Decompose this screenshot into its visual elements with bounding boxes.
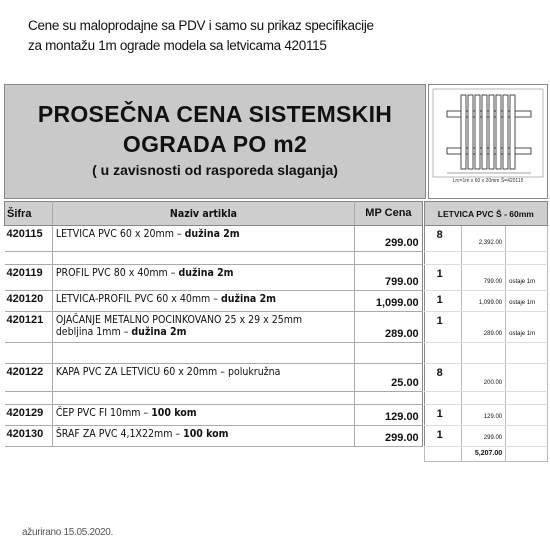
title-line-1: PROSEČNA CENA SISTEMSKIH — [37, 101, 393, 127]
item-subtotal: 799.00 — [462, 265, 506, 291]
table-row — [5, 364, 548, 392]
item-quantity: 1 — [424, 291, 462, 312]
item-subtotal — [462, 392, 506, 405]
item-quantity: 8 — [424, 226, 462, 252]
intro-note — [28, 16, 374, 56]
item-subtotal: 1,099.00 — [462, 291, 506, 312]
item-price: 25.00 — [355, 364, 423, 392]
item-name: PROFIL PVC 80 x 40mm – dužina 2m — [52, 265, 354, 291]
item-name: LETVICA PVC 60 x 20mm – dužina 2m — [52, 226, 354, 252]
header-code: Šifra — [5, 202, 53, 226]
table-row — [5, 226, 548, 252]
item-quantity — [424, 252, 462, 265]
item-code: 420130 — [5, 426, 53, 447]
header-side: LETVICA PVC Š - 60mm — [424, 202, 547, 226]
item-code: 420120 — [5, 291, 53, 312]
table-row — [5, 312, 548, 343]
item-code — [5, 392, 53, 405]
price-table — [4, 201, 548, 462]
item-name: ŠRAF ZA PVC 4,1X22mm – 100 kom — [52, 426, 354, 447]
item-quantity: 8 — [424, 364, 462, 392]
title-line-2: OGRADA PO m2 — [122, 131, 308, 157]
total-value: 5,207.00 — [462, 447, 506, 462]
intro-note-line-1: Cene su maloprodajne sa PDV i samo su prikaz specifikacije — [28, 18, 374, 33]
item-code: 420129 — [5, 405, 53, 426]
item-name: ČEP PVC FI 10mm – 100 kom — [52, 405, 354, 426]
item-subtotal: 129.00 — [462, 405, 506, 426]
item-remark: ostaje 1m — [506, 291, 548, 312]
diagram-caption: Lrc=1m x 60 x 20mm Š=420115 — [452, 178, 524, 184]
item-price — [355, 252, 423, 265]
item-code: 420122 — [5, 364, 53, 392]
item-remark — [506, 343, 548, 364]
item-remark — [506, 226, 548, 252]
header-name: Naziv artikla — [52, 202, 354, 226]
item-quantity: 1 — [424, 312, 462, 343]
item-remark: ostaje 1m — [506, 265, 548, 291]
item-price: 299.00 — [355, 226, 423, 252]
table-row — [5, 265, 548, 291]
item-remark — [506, 392, 548, 405]
item-subtotal — [462, 343, 506, 364]
item-quantity — [424, 343, 462, 364]
item-subtotal: 299.00 — [462, 426, 506, 447]
item-name: KAPA PVC ZA LETVICU 60 x 20mm – polukružna — [52, 364, 354, 392]
table-row — [5, 405, 548, 426]
item-price: 799.00 — [355, 265, 423, 291]
item-quantity: 1 — [424, 405, 462, 426]
item-price: 129.00 — [355, 405, 423, 426]
total-row — [5, 447, 548, 462]
item-price — [355, 392, 423, 405]
item-name — [52, 252, 354, 265]
item-remark — [506, 426, 548, 447]
item-subtotal: 289.00 — [462, 312, 506, 343]
table-row — [5, 343, 548, 364]
item-subtotal — [462, 252, 506, 265]
price-sheet — [4, 84, 548, 488]
table-header-row — [5, 202, 548, 226]
item-name: OJAČANJE METALNO POCINKOVANO 25 x 29 x 25mm debljina 1mm – dužina 2m — [52, 312, 354, 343]
item-code: 420121 — [5, 312, 53, 343]
item-price: 289.00 — [355, 312, 423, 343]
fence-diagram — [428, 84, 548, 199]
item-quantity — [424, 392, 462, 405]
table-row — [5, 252, 548, 265]
item-code — [5, 252, 53, 265]
item-name: LETVICA-PROFIL PVC 60 x 40mm – dužina 2m — [52, 291, 354, 312]
item-name — [52, 343, 354, 364]
item-price: 299.00 — [355, 426, 423, 447]
table-row — [5, 291, 548, 312]
item-subtotal: 200.00 — [462, 364, 506, 392]
item-code: 420115 — [5, 226, 53, 252]
item-quantity: 1 — [424, 265, 462, 291]
item-price — [355, 343, 423, 364]
item-code — [5, 343, 53, 364]
item-remark — [506, 364, 548, 392]
updated-date: ažurirano 15.05.2020. — [22, 527, 113, 538]
table-row — [5, 392, 548, 405]
title-subtitle: ( u zavisnosti od rasporeda slaganja) — [92, 162, 338, 178]
item-remark — [506, 252, 548, 265]
item-name — [52, 392, 354, 405]
table-row — [5, 426, 548, 447]
item-code: 420119 — [5, 265, 53, 291]
intro-note-line-2: za montažu 1m ograde modela sa letvicama 420115 — [28, 38, 327, 53]
item-subtotal: 2,392.00 — [462, 226, 506, 252]
header-price: MP Cena — [355, 202, 423, 226]
item-remark: ostaje 1m — [506, 312, 548, 343]
item-remark — [506, 405, 548, 426]
title-box — [4, 84, 426, 199]
item-quantity: 1 — [424, 426, 462, 447]
item-price: 1,099.00 — [355, 291, 423, 312]
